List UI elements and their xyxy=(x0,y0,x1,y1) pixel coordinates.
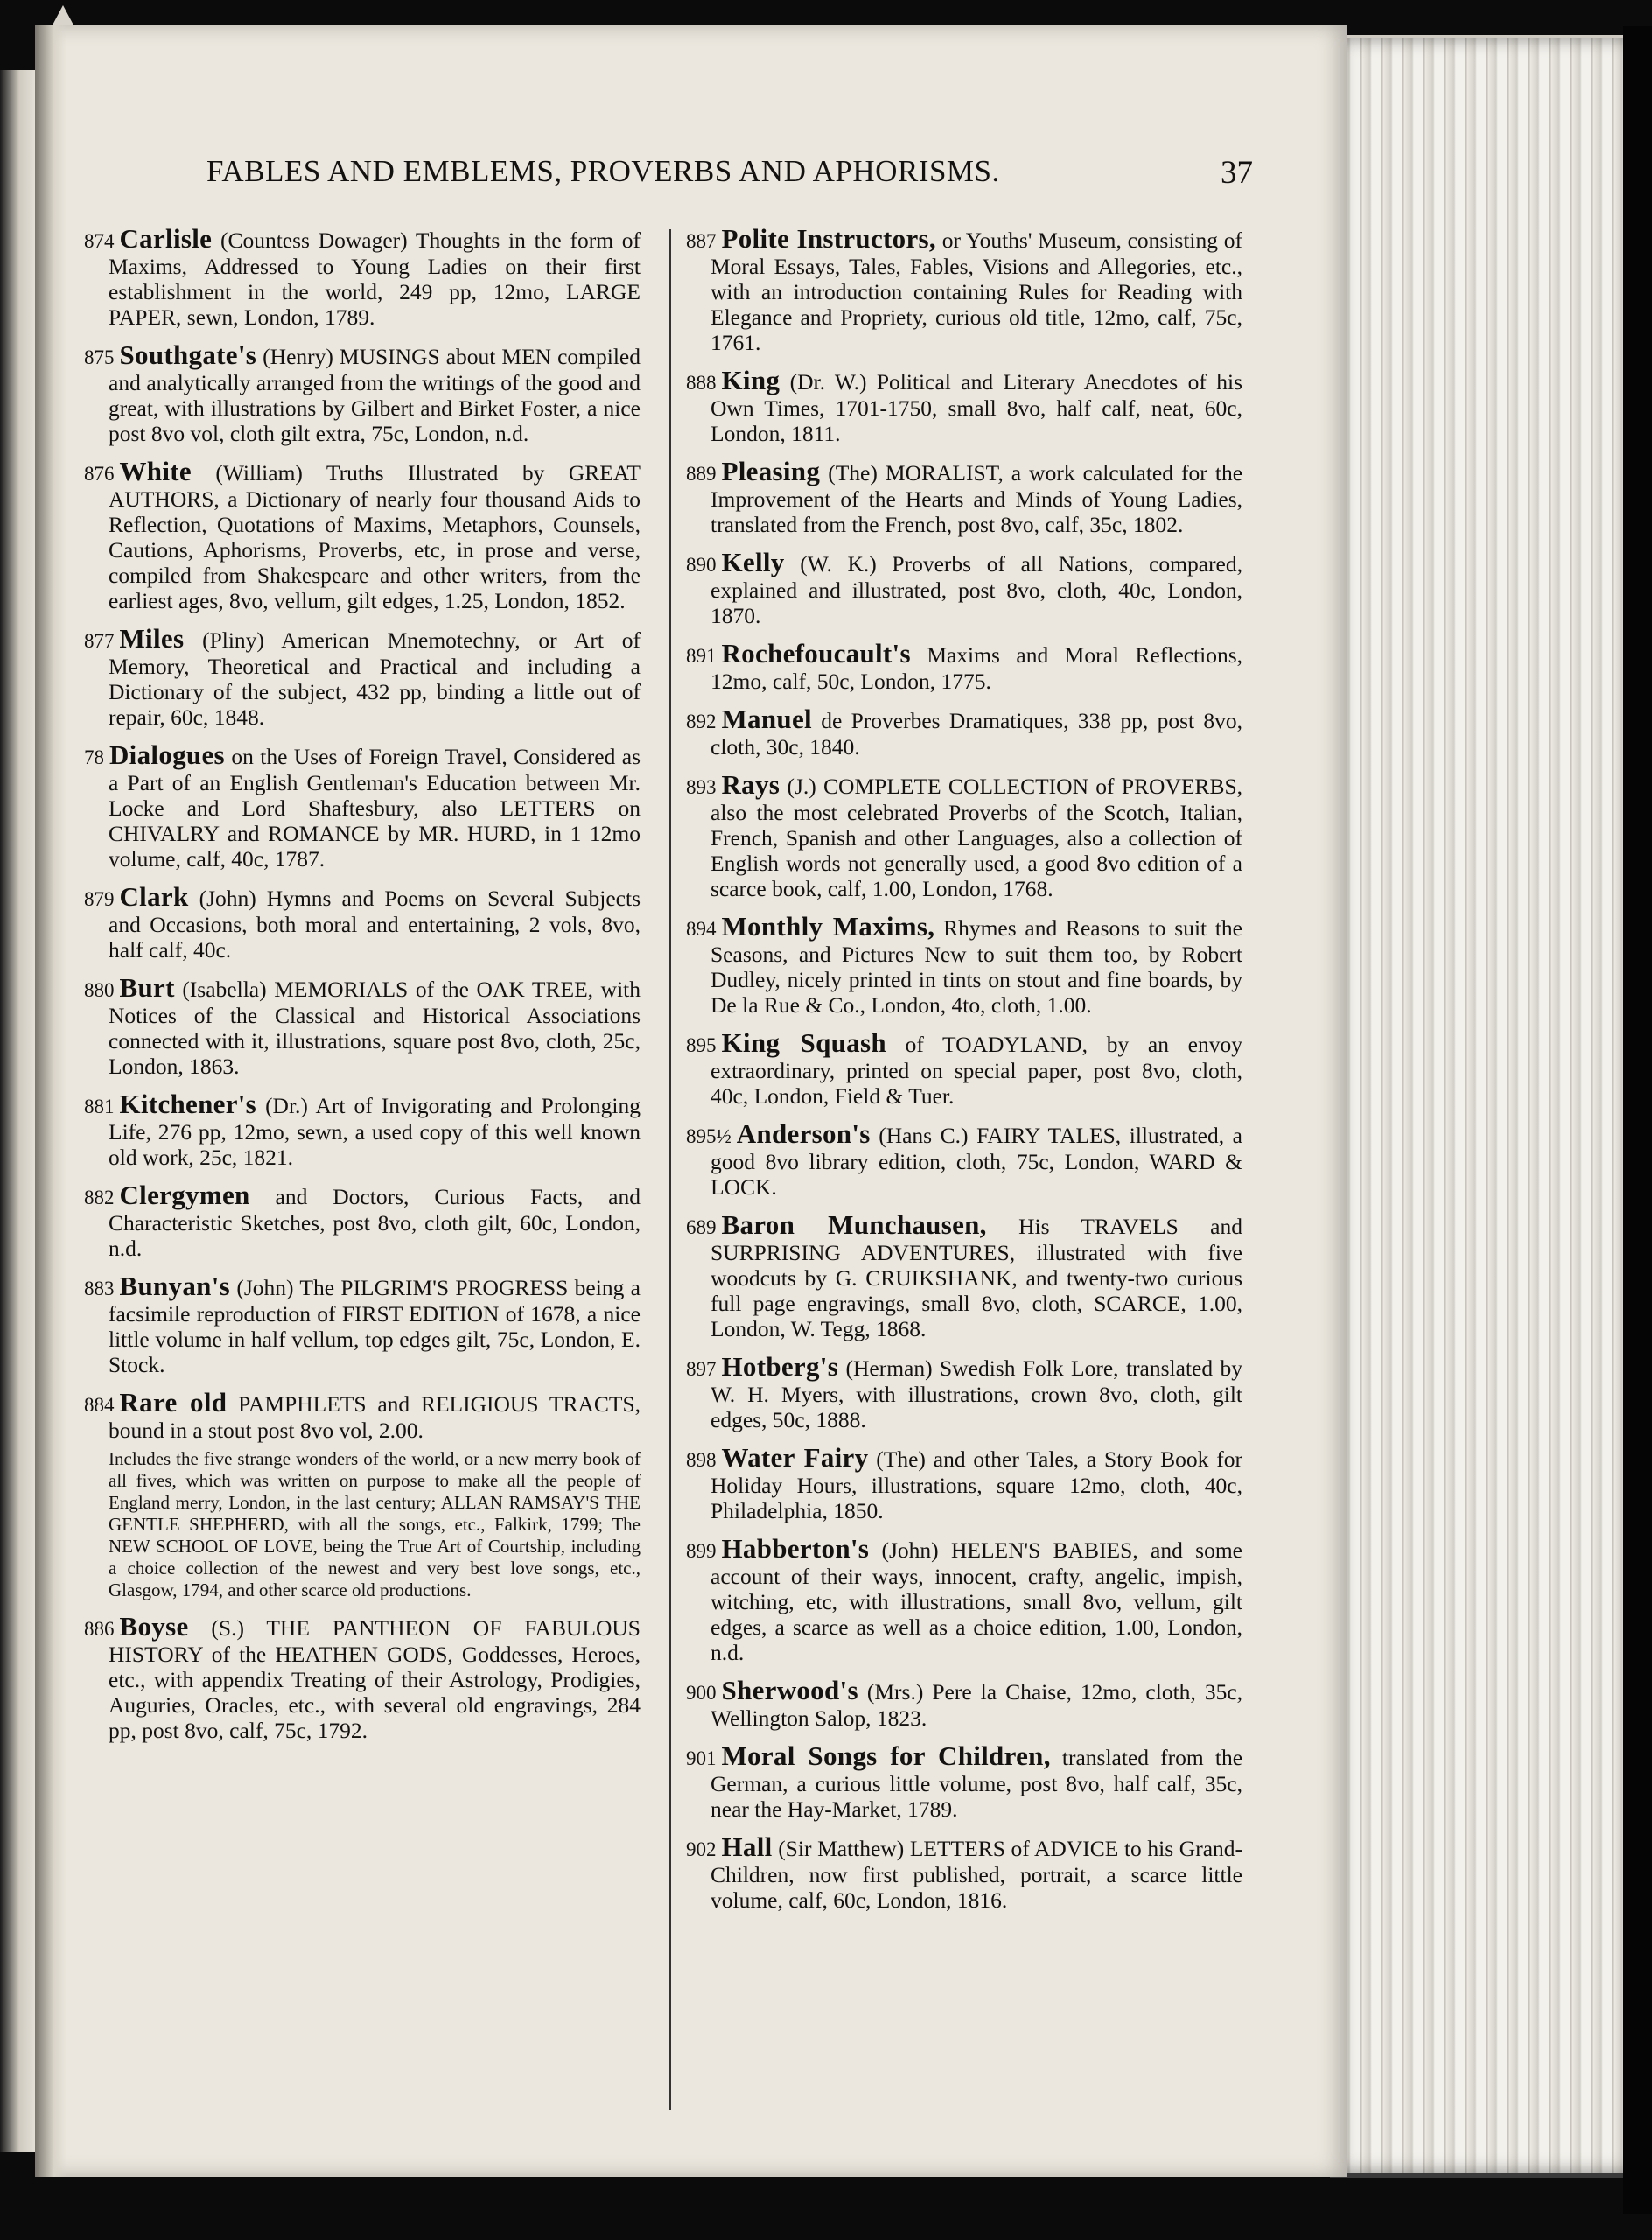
catalogue-entry xyxy=(84,1182,640,1261)
catalogue-entry xyxy=(84,223,641,330)
entry-name: Moral Songs for Children, xyxy=(721,1740,1051,1771)
entry-name: Clark xyxy=(119,881,189,912)
catalogue-entry xyxy=(84,623,641,730)
catalogue-entry xyxy=(686,769,1243,901)
catalogue-entry xyxy=(686,911,1243,1018)
entry-text: (Mrs.) Pere la Chaise, 12mo, cloth, 35c, Wellington Salop, 1823. xyxy=(710,1679,1243,1731)
entry-name: Boyse xyxy=(119,1611,189,1642)
entry-name: Burt xyxy=(119,972,175,1003)
binding-shadow xyxy=(1623,26,1652,2214)
entry-name: Clergymen xyxy=(119,1180,250,1210)
entry-number: 876 xyxy=(84,463,115,485)
entry-name: Polite Instructors, xyxy=(721,223,936,254)
entry-text: translated from the German, a curious little volume, post 8vo, half calf, 35c, near the Hay-Market, 1789. xyxy=(710,1745,1243,1822)
entry-text: (John) The PILGRIM'S PROGRESS being a facsimile reproduction of FIRST EDITION of 1678, a nice little volume in half vellum, top edges gilt, 75c, London, E. Stock. xyxy=(108,1275,640,1377)
entry-text: (W. K.) Proverbs of all Nations, compared, explained and illustrated, post 8vo, cloth, 40c, London, 1870. xyxy=(710,551,1243,628)
entry-text: Maxims and Moral Reflections, 12mo, calf, 50c, London, 1775. xyxy=(710,642,1242,694)
catalogue-entry xyxy=(686,1027,1243,1109)
entry-name: Water Fairy xyxy=(721,1442,869,1473)
entry-name: Rays xyxy=(721,769,780,800)
running-head: FABLES AND EMBLEMS, PROVERBS AND APHORISMS. xyxy=(206,154,1000,188)
entry-number: 877 xyxy=(84,630,115,652)
entry-number: 893 xyxy=(686,776,717,798)
entry-name: Hotberg's xyxy=(721,1351,839,1382)
catalogue-entry xyxy=(84,881,641,962)
entry-name: Pleasing xyxy=(721,456,821,486)
entry-number: 886 xyxy=(84,1618,115,1640)
entry-number: 875 xyxy=(84,346,115,368)
entry-number: 900 xyxy=(686,1682,717,1704)
entry-number: 891 xyxy=(686,645,717,667)
catalogue-entry xyxy=(686,640,1242,694)
entry-number: 78 xyxy=(84,746,104,768)
facing-page-edge xyxy=(0,70,35,2152)
entry-text: PAMPHLETS and RELIGIOUS TRACTS, bound in a stout post 8vo vol, 2.00. xyxy=(108,1391,641,1443)
catalogue-entry xyxy=(686,1831,1243,1913)
catalogue-entry xyxy=(84,972,640,1079)
entry-text: Rhymes and Reasons to suit the Seasons, and Pictures New to suit them too, by Robert Dudley, nicely printed in tints on stout and fine boards, by De la Rue & Co., London, 4to, cloth, 1.00. xyxy=(710,915,1243,1018)
catalogue-entry xyxy=(84,1270,640,1377)
page-header xyxy=(158,154,1278,206)
entry-name: Carlisle xyxy=(119,223,213,254)
catalogue-entry xyxy=(686,223,1242,355)
entry-text: (Hans C.) FAIRY TALES, illustrated, a good 8vo library edition, cloth, 75c, London, WARD & LOCK. xyxy=(710,1123,1242,1200)
catalogue-entry xyxy=(84,342,640,446)
entry-number: 874 xyxy=(84,230,115,252)
entry-name: Bunyan's xyxy=(119,1270,230,1301)
entry-text: (Dr. W.) Political and Literary Anecdotes of his Own Times, 1701-1750, small 8vo, half calf, neat, 60c, London, 1811. xyxy=(710,369,1242,446)
entry-name: Hall xyxy=(721,1831,773,1862)
entry-name: Kitchener's xyxy=(119,1088,257,1119)
entry-name: Southgate's xyxy=(119,340,257,370)
entry-number: 881 xyxy=(84,1096,115,1117)
entry-name: Sherwood's xyxy=(721,1675,858,1705)
catalogue-entry xyxy=(686,1209,1243,1341)
entry-name: Kelly xyxy=(721,547,785,578)
catalogue-entry xyxy=(686,1533,1242,1665)
catalogue-entry xyxy=(84,1387,641,1443)
entry-number: 894 xyxy=(686,918,717,940)
entry-number: 889 xyxy=(686,463,717,485)
page-number: 37 xyxy=(1221,155,1253,191)
entry-number: 897 xyxy=(686,1358,717,1380)
entry-text: (The) and other Tales, a Story Book for Holiday Hours, illustrations, square 12mo, cloth, 40c, Philadelphia, 1850. xyxy=(710,1446,1243,1523)
catalogue-entry xyxy=(686,458,1242,537)
catalogue-entry xyxy=(686,1442,1243,1523)
entry-text: (Herman) Swedish Folk Lore, translated by W. H. Myers, with illustrations, crown 8vo, cloth, gilt edges, 50c, 1888. xyxy=(710,1355,1243,1432)
entry-text: or Youths' Museum, consisting of Moral Essays, Tales, Fables, Visions and Allegories, etc., with an introduction containing Rules for Reading with Elegance and Propriety, curious old title, 12mo, calf, 75c, 1761. xyxy=(710,228,1242,355)
catalogue-entry xyxy=(686,1740,1243,1822)
entry-text: (Henry) MUSINGS about MEN compiled and analytically arranged from the writings of the good and great, with illustrations by Gilbert and Birket Foster, a nice post 8vo vol, cloth gilt extra, 75c, London, n.d. xyxy=(108,344,640,446)
entry-number: 898 xyxy=(686,1449,717,1471)
entry-number: 883 xyxy=(84,1278,115,1299)
catalogue-entry xyxy=(84,1088,641,1170)
entry-text: (S.) THE PANTHEON OF FABULOUS HISTORY of the HEATHEN GODS, Goddesses, Heroes, etc., with appendix Treating of their Astrology, Prodigies, Auguries, Oracles, etc., with several old engravings, 284 pp, post 8vo, calf, 75c, 1792. xyxy=(108,1615,640,1743)
page-gutter xyxy=(35,24,66,2177)
catalogue-entry xyxy=(686,365,1242,446)
entry-name: Monthly Maxims, xyxy=(721,911,935,942)
entry-text: (Sir Matthew) LETTERS of ADVICE to his Grand-Children, now first published, portrait, a scarce little volume, calf, 60c, London, 1816. xyxy=(710,1836,1243,1913)
catalogue-entry xyxy=(686,706,1242,760)
entry-text: (Countess Dowager) Thoughts in the form of Maxims, Addressed to Young Ladies on their first establishment in the world, 249 pp, 12mo, LARGE PAPER, sewn, London, 1789. xyxy=(108,228,641,330)
entry-text: (William) Truths Illustrated by GREAT AUTHORS, a Dictionary of nearly four thousand Aids to Reflection, Quotations of Maxims, Metaphors, Counsels, Cautions, Aphorisms, Proverbs, etc, in prose and verse, compiled from Shakespeare and other writers, from the earliest ages, 8vo, vellum, gilt edges, 1.25, London, 1852. xyxy=(108,460,640,613)
entry-name: Anderson's xyxy=(736,1118,871,1149)
entry-text: (The) MORALIST, a work calculated for the Improvement of the Hearts and Minds of Young Ladies, translated from the French, post 8vo, calf, 35c, 1802. xyxy=(710,460,1243,537)
catalogue-entry xyxy=(686,1677,1242,1731)
entry-name: Habberton's xyxy=(721,1533,870,1564)
entry-text: (John) Hymns and Poems on Several Subjects and Occasions, both moral and entertaining, 2 vols, 8vo, half calf, 40c. xyxy=(108,886,641,962)
catalogue-entry xyxy=(84,458,640,613)
entry-text: on the Uses of Foreign Travel, Considered as a Part of an English Gentleman's Education between Mr. Locke and Lord Shaftesbury, also LETTERS on CHIVALRY and ROMANCE by MR. HURD, in 1 12mo volume, calf, 40c, 1787. xyxy=(108,744,640,872)
entry-name: Baron Munchausen, xyxy=(721,1209,987,1240)
catalogue-entry xyxy=(84,1611,640,1743)
entry-number: 895½ xyxy=(686,1125,732,1147)
entry-note: Includes the five strange wonders of the world, or a new merry book of all fives, which was written on purpose to make all the people of England merry, London, in the last century; ALLAN RAMSAY'S THE GENTLE SHEPHERD, with all the songs, etc., Falkirk, 1799; The NEW SCHOOL OF LOVE, being the True Art of Courtship, including a choice collection of the newest and very best love songs, etc., Glasgow, 1794, and other scarce old productions. xyxy=(108,1448,640,1600)
entry-number: 887 xyxy=(686,230,717,252)
entry-number: 899 xyxy=(686,1540,717,1562)
entry-number: 879 xyxy=(84,888,115,910)
entry-number: 902 xyxy=(686,1838,717,1860)
page-edges-stack xyxy=(1330,35,1628,2178)
entry-number: 892 xyxy=(686,710,717,732)
entry-text: of TOADYLAND, by an envoy extraordinary, printed on special paper, post 8vo, cloth, 40c, London, Field & Tuer. xyxy=(710,1032,1243,1109)
entry-text: (Pliny) American Mnemotechny, or Art of Memory, Theoretical and Practical and including a Dictionary of the subject, 432 pp, binding a little out of repair, 60c, 1848. xyxy=(108,627,641,730)
entry-text: (John) HELEN'S BABIES, and some account of their ways, innocent, crafty, angelic, impish, witching, etc, with illustrations, small 8vo, vellum, gilt edges, a scarce as well as a choice edition, 1.00, London, n.d. xyxy=(710,1537,1242,1665)
entry-number: 895 xyxy=(686,1034,717,1056)
column-divider xyxy=(669,229,671,2110)
entry-number: 880 xyxy=(84,979,115,1001)
entry-number: 689 xyxy=(686,1216,717,1238)
catalogue-entry xyxy=(686,1351,1243,1432)
entry-number: 888 xyxy=(686,372,717,394)
catalogue-entry xyxy=(84,739,640,872)
entry-name: Rare old xyxy=(119,1387,228,1418)
entry-text: His TRAVELS and SURPRISING ADVENTURES, illustrated with five woodcuts by G. CRUIKSHANK, and twenty-two curious full page engravings, small 8vo, cloth, SCARCE, 1.00, London, W. Tegg, 1868. xyxy=(710,1214,1243,1341)
entry-number: 890 xyxy=(686,554,717,576)
catalogue-entry xyxy=(686,547,1243,628)
entry-number: 884 xyxy=(84,1394,115,1416)
entry-name: White xyxy=(119,456,192,486)
entry-text: de Proverbes Dramatiques, 338 pp, post 8vo, cloth, 30c, 1840. xyxy=(710,708,1243,760)
entry-text: (J.) COMPLETE COLLECTION of PROVERBS, also the most celebrated Proverbs of the Scotch, Italian, French, Spanish and other Languages, also a collection of English words not generally used, a good 8vo edition of a scarce book, calf, 1.00, London, 1768. xyxy=(710,774,1243,901)
catalogue-entry xyxy=(686,1118,1242,1200)
entry-name: Manuel xyxy=(721,704,812,734)
entry-text: (Isabella) MEMORIALS of the OAK TREE, with Notices of the Classical and Historical Associations connected with it, illustrations, square post 8vo, cloth, 25c, London, 1863. xyxy=(108,976,640,1079)
entry-name: Dialogues xyxy=(109,739,225,770)
entry-number: 901 xyxy=(686,1747,717,1769)
entry-text: (Dr.) Art of Invigorating and Prolonging Life, 276 pp, 12mo, sewn, a used copy of this well known old work, 25c, 1821. xyxy=(108,1093,641,1170)
entry-text: and Doctors, Curious Facts, and Characteristic Sketches, post 8vo, cloth gilt, 60c, London, n.d. xyxy=(108,1184,640,1261)
left-column xyxy=(84,223,641,1755)
right-column xyxy=(686,223,1243,1925)
entry-number: 882 xyxy=(84,1186,115,1208)
entry-name: Rochefoucault's xyxy=(721,638,911,668)
entry-name: King Squash xyxy=(721,1027,886,1058)
entry-name: Miles xyxy=(119,623,185,654)
entry-name: King xyxy=(721,365,780,396)
